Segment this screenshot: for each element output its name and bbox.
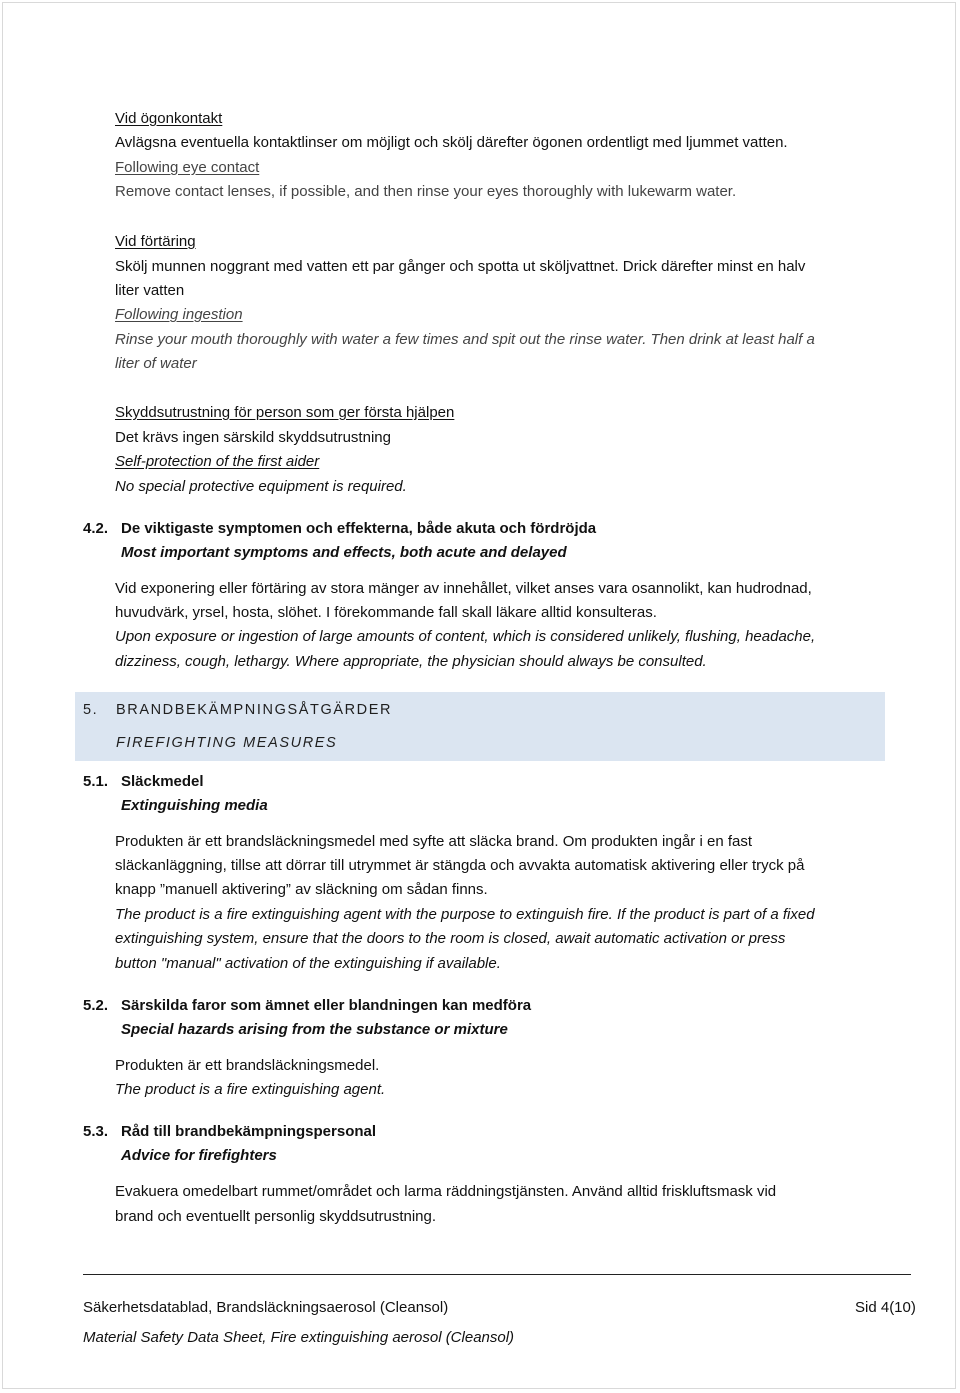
s51-text-sv-2: släckanläggning, tillse att dörrar till utrymmet är stängda och avvakta automatisk aktivering eller tryck på — [115, 857, 805, 874]
s52-number: 5.2. — [83, 997, 109, 1014]
section5-number: 5. — [83, 702, 99, 718]
footer-rule — [83, 1274, 911, 1275]
footer-title-sv: Säkerhetsdatablad, Brandsläckningsaerosol (Cleansol) — [83, 1299, 449, 1316]
s53-title-en: Advice for firefighters — [121, 1147, 277, 1164]
s51-number: 5.1. — [83, 773, 109, 790]
s53-title-sv: Råd till brandbekämpningspersonal — [121, 1123, 377, 1140]
s51-title-sv: Släckmedel — [121, 773, 204, 790]
protection-heading-sv: Skyddsutrustning för person som ger första hjälpen — [115, 404, 455, 421]
s53-text-sv-2: brand och eventuellt personlig skyddsutrustning. — [115, 1208, 437, 1225]
footer-title-en: Material Safety Data Sheet, Fire extinguishing aerosol (Cleansol) — [83, 1329, 515, 1346]
s52-text-en: The product is a fire extinguishing agent. — [115, 1081, 386, 1098]
section5-title-en: FIREFIGHTING MEASURES — [116, 735, 338, 751]
s51-text-en-1: The product is a fire extinguishing agent with the purpose to extinguish fire. If the product is part of a fixed — [115, 906, 815, 923]
protection-heading-en: Self-protection of the first aider — [115, 453, 320, 470]
eye-heading-sv: Vid ögonkontakt — [115, 110, 223, 127]
ingestion-text-sv-2: liter vatten — [115, 282, 185, 299]
footer-page-number: Sid 4(10) — [855, 1299, 916, 1316]
s42-title-sv: De viktigaste symptomen och effekterna, både akuta och fördröjda — [121, 520, 597, 537]
s42-number: 4.2. — [83, 520, 109, 537]
ingestion-heading-sv: Vid förtäring — [115, 233, 196, 250]
s51-text-sv-3: knapp ”manuell aktivering” av släckning om sådan finns. — [115, 881, 488, 898]
s42-text-sv-2: huvudvärk, yrsel, hosta, slöhet. I förekommande fall skall läkare alltid konsulteras. — [115, 604, 657, 621]
s42-text-sv-1: Vid exponering eller förtäring av stora mänger av innehållet, vilket anses vara osannolikt, kan hudrodnad, — [115, 580, 812, 597]
s52-title-en: Special hazards arising from the substance or mixture — [121, 1021, 508, 1038]
s51-text-en-3: button "manual" activation of the extinguishing if available. — [115, 955, 501, 972]
s53-number: 5.3. — [83, 1123, 109, 1140]
ingestion-text-en-2: liter of water — [115, 355, 197, 372]
protection-text-sv: Det krävs ingen särskild skyddsutrustning — [115, 429, 391, 446]
s52-text-sv: Produkten är ett brandsläckningsmedel. — [115, 1057, 380, 1074]
ingestion-text-sv-1: Skölj munnen noggrant med vatten ett par gånger och spotta ut sköljvattnet. Drick därefter minst en halv — [115, 258, 806, 275]
s42-title-en: Most important symptoms and effects, both acute and delayed — [121, 544, 567, 561]
s51-title-en: Extinguishing media — [121, 797, 268, 814]
s53-text-sv-1: Evakuera omedelbart rummet/området och larma räddningstjänsten. Använd alltid friskluftsmask vid — [115, 1183, 777, 1200]
ingestion-text-en-1: Rinse your mouth thoroughly with water a few times and spit out the rinse water. Then drink at least half a — [115, 331, 815, 348]
eye-heading-en: Following eye contact — [115, 159, 260, 176]
s51-text-sv-1: Produkten är ett brandsläckningsmedel med syfte att släcka brand. Om produkten ingår i en fast — [115, 833, 753, 850]
s42-text-en-1: Upon exposure or ingestion of large amounts of content, which is considered unlikely, flushing, headache, — [115, 628, 816, 645]
eye-text-en: Remove contact lenses, if possible, and then rinse your eyes thoroughly with lukewarm water. — [115, 183, 737, 200]
s51-text-en-2: extinguishing system, ensure that the doors to the room is closed, await automatic activation or press — [115, 930, 786, 947]
s42-text-en-2: dizziness, cough, lethargy. Where appropriate, the physician should always be consulted. — [115, 653, 707, 670]
eye-text-sv: Avlägsna eventuella kontaktlinser om möjligt och skölj därefter ögonen ordentligt med ljummet vatten. — [115, 134, 788, 151]
section5-title-sv: BRANDBEKÄMPNINGSÅTGÄRDER — [116, 702, 393, 718]
ingestion-heading-en: Following ingestion — [115, 306, 243, 323]
protection-text-en: No special protective equipment is required. — [115, 478, 407, 495]
s52-title-sv: Särskilda faror som ämnet eller blandningen kan medföra — [121, 997, 532, 1014]
